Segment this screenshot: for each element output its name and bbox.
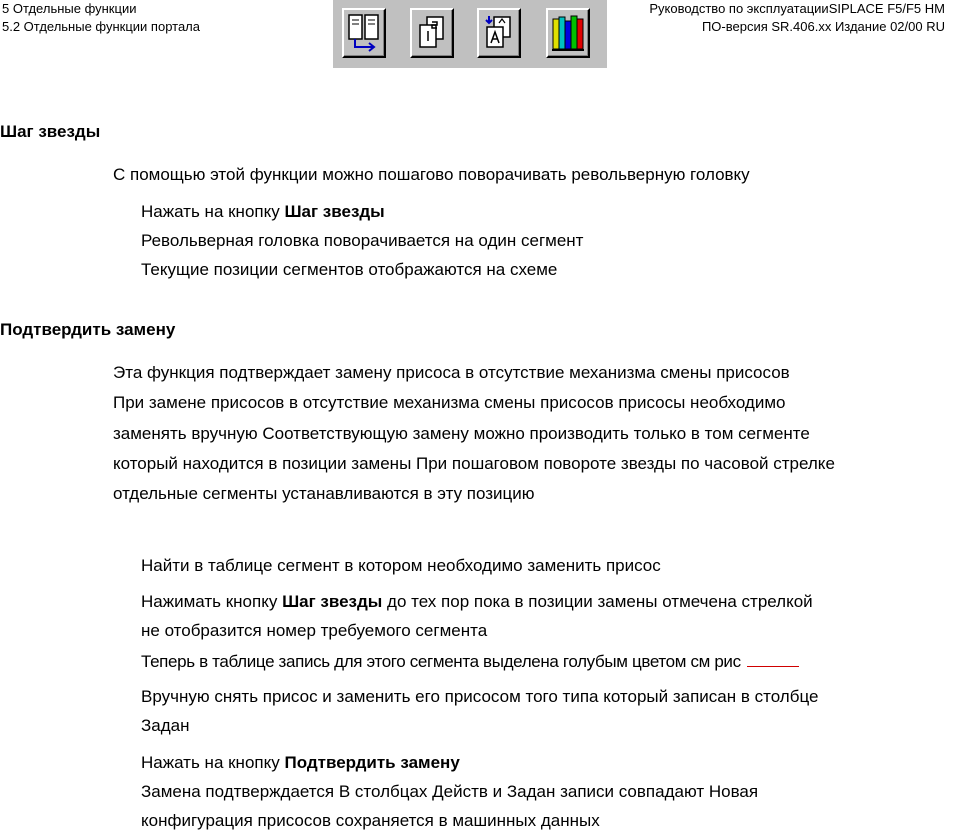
section2-step4: Вручную снять присос и заменить его присосом того типа который записан в столбце xyxy=(141,687,819,706)
figure-reference-blank xyxy=(747,654,799,667)
section2-step2-cont: не отобразится номер требуемого сегмента xyxy=(141,621,488,640)
two-pages-button[interactable] xyxy=(342,8,386,58)
section2-step3: Теперь в таблице запись для этого сегмента выделена голубым цветом см рис xyxy=(141,647,799,676)
section2-step2: Нажимать кнопку Шаг звезды до тех пор пока в позиции замены отмечена стрелкой xyxy=(141,592,813,611)
subchapter-title: 5.2 Отдельные функции портала xyxy=(2,19,200,34)
section2-para-line: Эта функция подтверждает замену присоса в отсутствие механизма смены присосов xyxy=(113,363,790,382)
section2-step4-cont: Задан xyxy=(141,716,190,735)
text-search-icon xyxy=(482,13,516,53)
header-left xyxy=(2,0,200,36)
section1-intro: С помощью этой функции можно пошагово поворачивать револьверную головку xyxy=(113,165,750,184)
section2-step1: Найти в таблице сегмент в котором необходимо заменить присос xyxy=(141,556,661,575)
section2-step6-cont: конфигурация присосов сохраняется в машинных данных xyxy=(141,811,600,830)
section2-para-line: отдельные сегменты устанавливаются в эту позицию xyxy=(113,484,535,503)
two-pages-icon xyxy=(347,13,381,53)
books-button[interactable] xyxy=(546,8,590,58)
numbered-pages-button[interactable] xyxy=(410,8,454,58)
section1-step2: Револьверная головка поворачивается на один сегмент xyxy=(141,231,584,250)
section1-step1: Нажать на кнопку Шаг звезды xyxy=(141,202,385,221)
confirm-change-button-ref: Подтвердить замену xyxy=(284,753,460,772)
text-search-button[interactable] xyxy=(477,8,521,58)
chapter-title: 5 Отдельные функции xyxy=(2,1,137,16)
navigation-toolbar xyxy=(333,0,607,68)
section2-para-line: который находится в позиции замены При пошаговом повороте звезды по часовой стрелке xyxy=(113,454,835,473)
manual-title: Руководство по эксплуатацииSIPLACE F5/F5 HM xyxy=(649,1,945,16)
section2-para-line: заменять вручную Соответствующую замену можно производить только в том сегменте xyxy=(113,424,810,443)
software-version: ПО-версия SR.406.xx Издание 02/00 RU xyxy=(701,19,945,34)
section2-step6: Замена подтверждается В столбцах Действ и Задан записи совпадают Новая xyxy=(141,782,759,801)
section1-step3: Текущие позиции сегментов отображаются на схеме xyxy=(141,260,558,279)
section-title-star-step: Шаг звезды xyxy=(0,122,101,141)
numbered-pages-icon xyxy=(415,13,449,53)
section-title-confirm-change: Подтвердить замену xyxy=(0,320,176,339)
header-right xyxy=(649,0,945,36)
section2-step5: Нажать на кнопку Подтвердить замену xyxy=(141,753,460,772)
section2-para-line: При замене присосов в отсутствие механизма смены присосов присосы необходимо xyxy=(113,393,786,412)
star-step-button-ref: Шаг звезды xyxy=(284,202,385,221)
books-icon xyxy=(550,13,586,53)
star-step-button-ref: Шаг звезды xyxy=(282,592,383,611)
